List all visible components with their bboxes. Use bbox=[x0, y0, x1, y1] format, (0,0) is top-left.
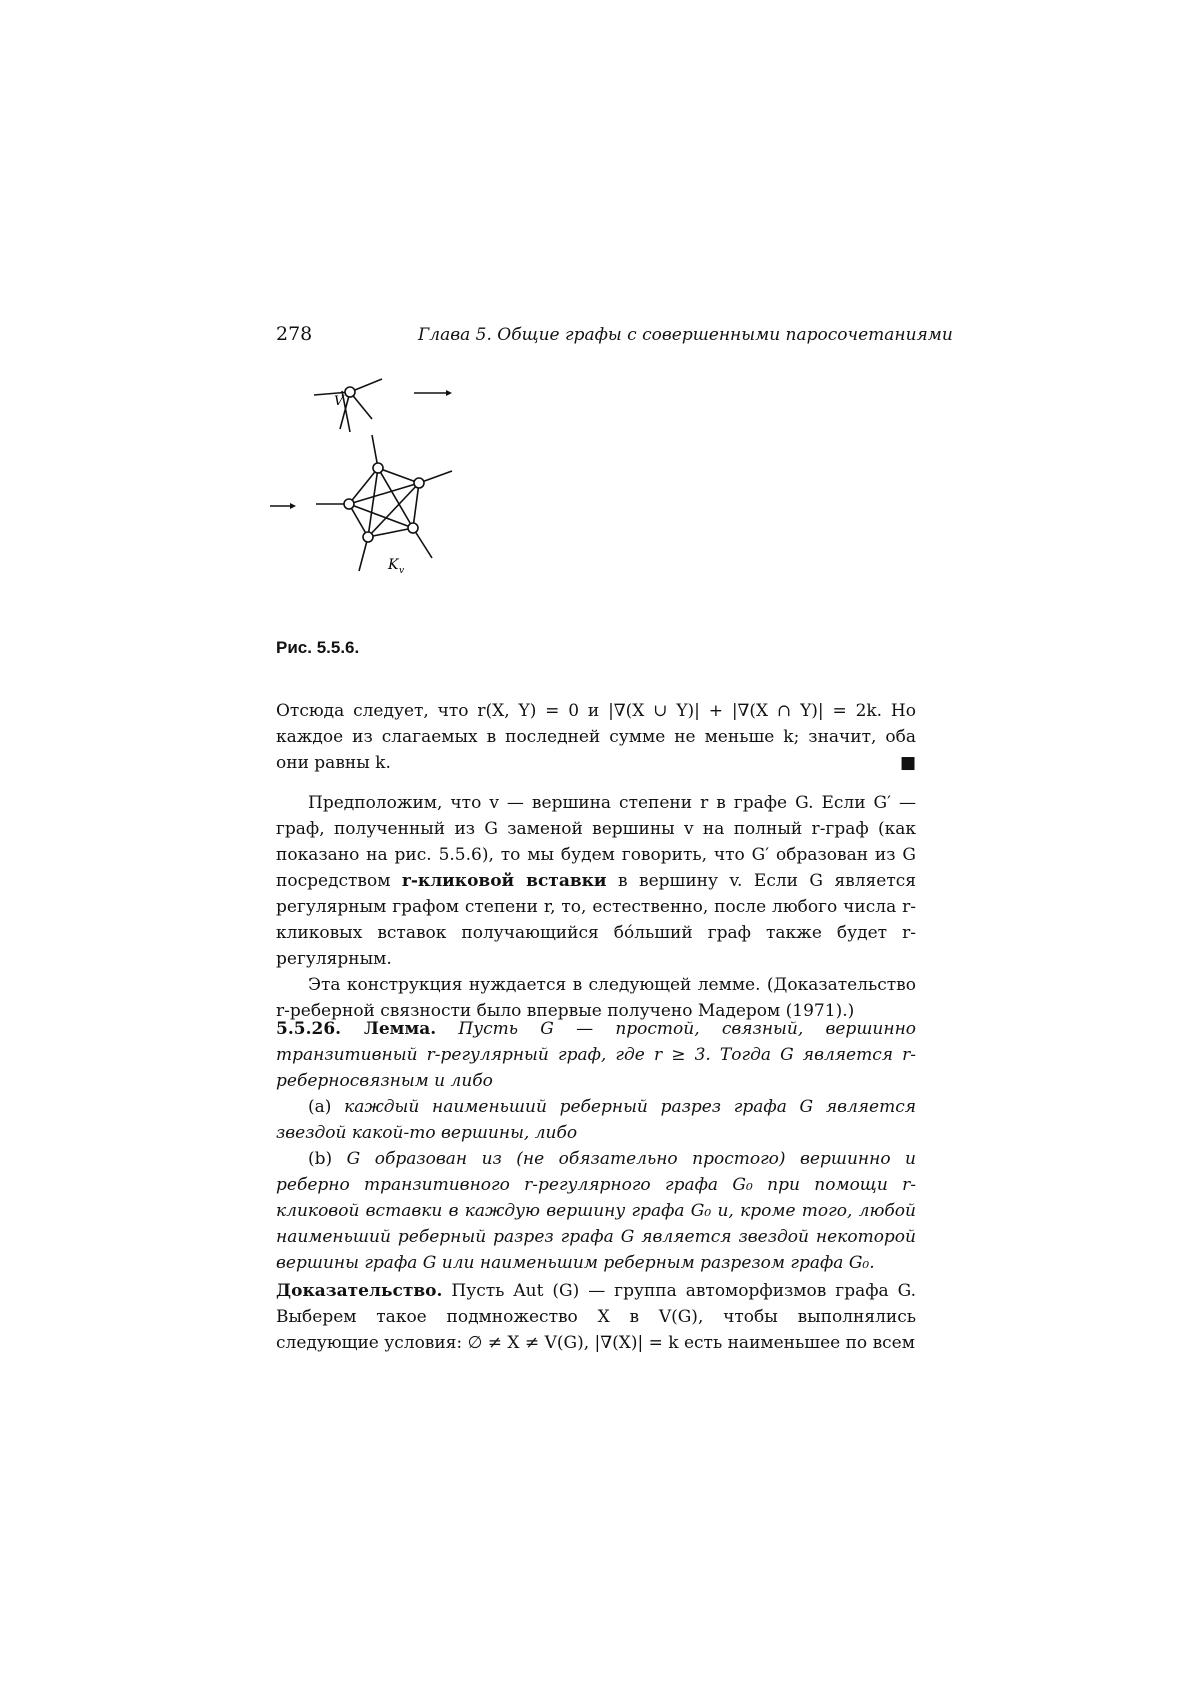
item-a-text: каждый наименьший реберный разрез графа G является звездой какой-то вершины, либо bbox=[276, 1097, 917, 1143]
term-bold: r-кликовой вставки bbox=[401, 871, 607, 891]
clique-vertex bbox=[344, 499, 354, 509]
qed-mark: ■ bbox=[899, 753, 916, 773]
proof-block bbox=[276, 1278, 916, 1356]
paragraph-text: в вершину v. Если G является регулярным графом степени r, то, естественно, после любого числа r-кликовых вставок получающийся бо́льший граф также будет r-регулярным. bbox=[276, 871, 916, 969]
lemma-label: 5.5.26. Лемма. bbox=[276, 1019, 437, 1039]
clique-subscript: v bbox=[399, 566, 405, 576]
lemma-block bbox=[276, 1016, 916, 1276]
item-b-label: (b) bbox=[308, 1149, 333, 1169]
clique-k5 bbox=[316, 435, 452, 571]
page-number: 278 bbox=[276, 323, 313, 345]
clique-vertex bbox=[414, 478, 424, 488]
clique-vertex bbox=[408, 523, 418, 533]
clique-vertex bbox=[373, 463, 383, 473]
clique-label: K bbox=[388, 557, 399, 573]
vertex-v bbox=[345, 387, 355, 397]
paragraph-text: Отсюда следует, что r(X, Y) = 0 и |∇(X ∪ Y)| + |∇(X ∩ Y)| = 2k. Но каждое из слагаемых в последней сумме не меньше k; значит, оба они равны k. bbox=[276, 701, 916, 773]
arrow-head-icon bbox=[446, 390, 452, 396]
arrow-head-icon bbox=[290, 503, 296, 509]
paragraph-clique-insertion bbox=[276, 790, 916, 1024]
paragraph-text: Предположим, что v — вершина степени r в графе G. Если G′ — граф, полученный из G заменой вершины v на полный r-граф (как показано на рис. 5.5.6), то мы будем говорить, что G′ образован из G посредством bbox=[276, 793, 916, 891]
proof-text: Пусть Aut (G) — группа автоморфизмов графа G. Выберем такое подмножество X в V(G), чтобы выполнялись следующие условия: ∅ ≠ X ≠ V(G), |∇(X)| = k есть наименьшее по всем bbox=[276, 1281, 916, 1353]
figure-caption: Рис. 5.5.6. bbox=[276, 638, 360, 657]
running-title: Глава 5. Общие графы с совершенными паросочетаниями bbox=[418, 325, 953, 345]
figure-clique-insertion bbox=[270, 375, 490, 615]
clique-insertion-diagram bbox=[270, 375, 490, 615]
clique-vertex bbox=[363, 532, 373, 542]
item-a-label: (a) bbox=[308, 1097, 332, 1117]
paragraph-construction: Эта конструкция нуждается в следующей лемме. (Доказательство r-реберной связности было впервые получено Мадером (1971).) bbox=[276, 975, 916, 1021]
vertex-label: V bbox=[334, 394, 344, 409]
lemma-statement: Пусть G — простой, связный, вершинно транзитивный r-регулярный граф, где r ≥ 3. Тогда G является r-реберносвязным и либо bbox=[276, 1019, 916, 1091]
proof-label: Доказательство. bbox=[276, 1281, 443, 1301]
item-b-text: G образован из (не обязательно простого) вершинно и реберно транзитивного r-регулярного графа G₀ при помощи r-кликовой вставки в каждую вершину графа G₀ и, кроме того, любой наименьший реберный разрез графа G является звездой некоторой вершины графа G или наименьшим реберным разрезом графа G₀. bbox=[276, 1149, 917, 1273]
paragraph-conclusion bbox=[276, 698, 916, 776]
